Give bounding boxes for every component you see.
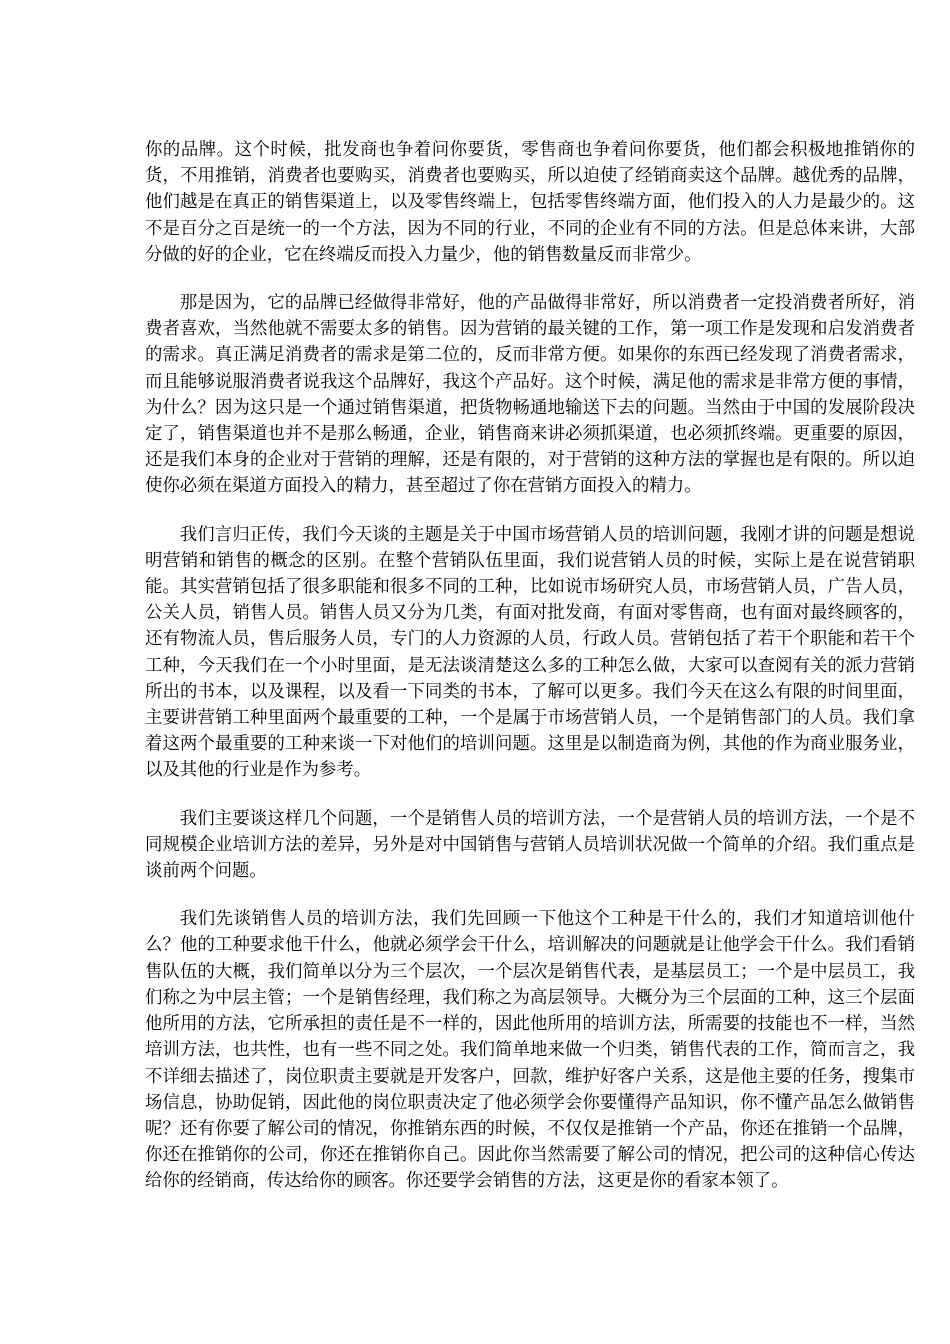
document-body bbox=[145, 137, 915, 1217]
paragraph-1: 你的品牌。这个时候，批发商也争着问你要货，零售商也争着问你要货，他们都会积极地推销你的货，不用推销，消费者也要购买，消费者也要购买，所以迫使了经销商卖这个品牌。越优秀的品牌，他们越是在真正的销售渠道上，以及零售终端上，包括零售终端方面，他们投入的人力是最少的。这不是百分之百是统一的一个方法，因为不同的行业，不同的企业有不同的方法。但是总体来讲，大部分做的好的企业，它在终端反而投入力量少，他的销售数量反而非常少。 bbox=[145, 140, 915, 265]
paragraph-3: 我们言归正传，我们今天谈的主题是关于中国市场营销人员的培训问题，我刚才讲的问题是想说明营销和销售的概念的区别。在整个营销队伍里面，我们说营销人员的时候，实际上是在说营销职能。其实营销包括了很多职能和很多不同的工种，比如说市场研究人员，市场营销人员，广告人员，公关人员，销售人员。销售人员又分为几类，有面对批发商，有面对零售商，也有面对最终顾客的，还有物流人员，售后服务人员，专门的人力资源的人员，行政人员。营销包括了若干个职能和若干个工种，今天我们在一个小时里面，是无法谈清楚这么多的工种怎么做，大家可以查阅有关的派力营销所出的书本，以及课程，以及看一下同类的书本，了解可以更多。我们今天在这么有限的时间里面，主要讲营销工种里面两个最重要的工种，一个是属于市场营销人员，一个是销售部门的人员。我们拿着这两个最重要的工种来谈一下对他们的培训问题。这里是以制造商为例，其他的作为商业服务业，以及其他的行业是作为参考。 bbox=[145, 524, 915, 781]
paragraph-4: 我们主要谈这样几个问题，一个是销售人员的培训方法，一个是营销人员的培训方法，一个是不同规模企业培训方法的差异，另外是对中国销售与营销人员培训状况做一个简单的介绍。我们重点是谈前两个问题。 bbox=[145, 808, 915, 882]
paragraph-2: 那是因为，它的品牌已经做得非常好，他的产品做得非常好，所以消费者一定投消费者所好，消费者喜欢，当然他就不需要太多的销售。因为营销的最关键的工作，第一项工作是发现和启发消费者的需求。真正满足消费者的需求是第二位的，反而非常方便。如果你的东西已经发现了消费者需求，而且能够说服消费者说我这个品牌好，我这个产品好。这个时候，满足他的需求是非常方便的事情，为什么？因为这只是一个通过销售渠道，把货物畅通地输送下去的问题。当然由于中国的发展阶段决定了，销售渠道也并不是那么畅通，企业，销售商来讲必须抓渠道，也必须抓终端。更重要的原因，还是我们本身的企业对于营销的理解，还是有限的，对于营销的这种方法的掌握也是有限的。所以迫使你必须在渠道方面投入的精力，甚至超过了你在营销方面投入的精力。 bbox=[145, 293, 915, 497]
paragraph-5: 我们先谈销售人员的培训方法，我们先回顾一下他这个工种是干什么的，我们才知道培训他什么？他的工种要求他干什么，他就必须学会干什么，培训解决的问题就是让他学会干什么。我们看销售队伍的大概，我们简单以分为三个层次，一个层次是销售代表，是基层员工；一个是中层员工，我们称之为中层主管；一个是销售经理，我们称之为高层领导。大概分为三个层面的工种，这三个层面他所用的方法，它所承担的责任是不一样的，因此他所用的培训方法，所需要的技能也不一样，当然培训方法，也共性，也有一些不同之处。我们简单地来做一个归类，销售代表的工作，简而言之，我不详细去描述了，岗位职责主要就是开发客户，回款，维护好客户关系，这是他主要的任务，搜集市场信息，协助促销，因此他的岗位职责决定了他必须学会你要懂得产品知识，你不懂产品怎么做销售呢？还有你要了解公司的情况，你推销东西的时候，不仅仅是推销一个产品，你还在推销一个品牌，你还在推销你的公司，你还在推销你自己。因此你当然需要了解公司的情况，把公司的这种信心传达给你的经销商，传达给你的顾客。你还要学会销售的方法，这更是你的看家本领了。 bbox=[145, 909, 915, 1192]
